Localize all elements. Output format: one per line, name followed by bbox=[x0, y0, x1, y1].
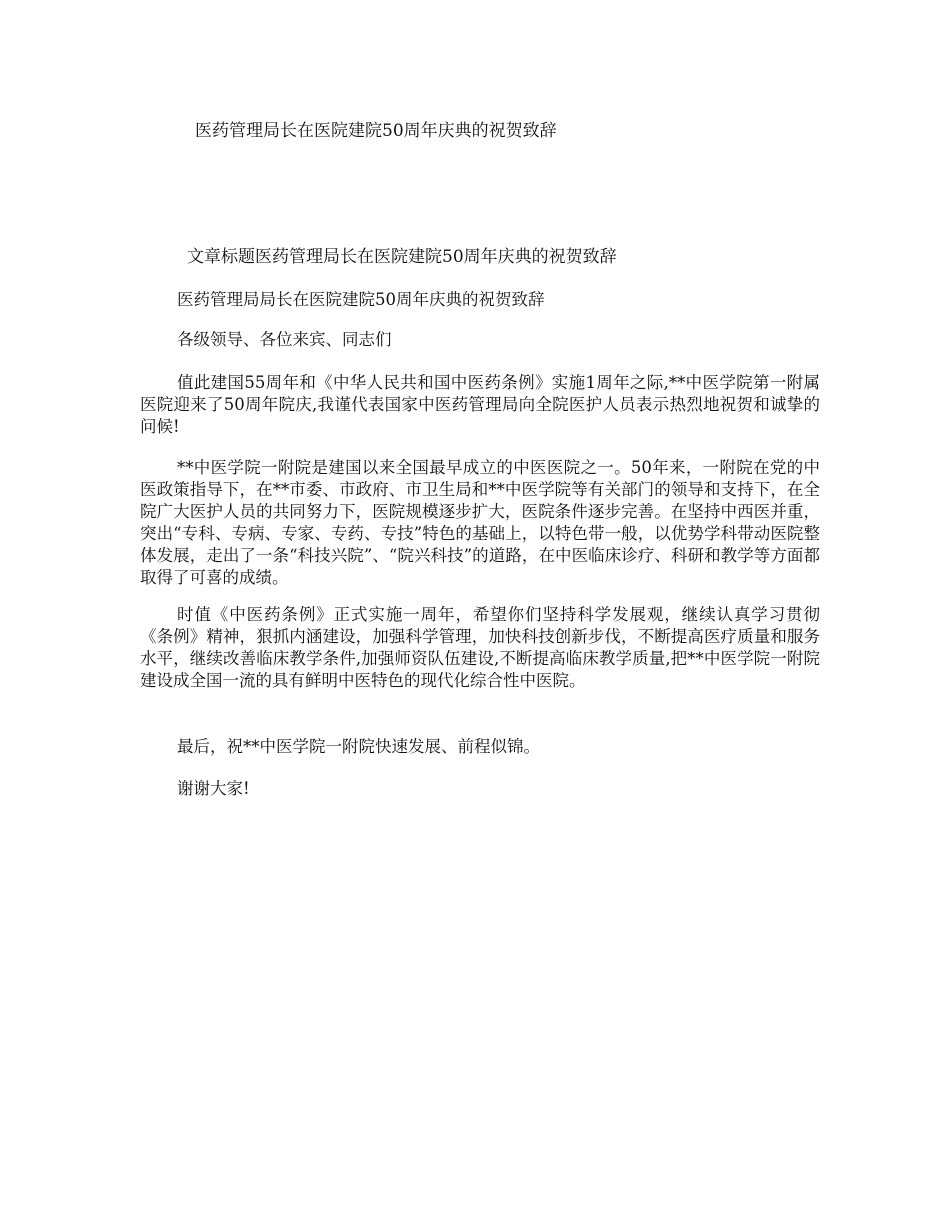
paragraph-2: **中医学院一附院是建国以来全国最早成立的中医医院之一。50年来，一附院在党的中医政策指导下，在**市委、市政府、市卫生局和**中医学院等有关部门的领导和支持下，在全院广大医护人员的共同努力下，医院规模逐步扩大，医院条件逐步完善。在坚持中西医并重，突出“专科、专病、专家、专药、专技”特色的基础上，以特色带一般，以优势学科带动医院整体发展，走出了一条“科技兴院”、“院兴科技”的道路，在中医临床诊疗、科研和教学等方面都取得了可喜的成绩。 bbox=[140, 458, 820, 587]
paragraph-1: 值此建国55周年和《中华人民共和国中医药条例》实施1周年之际,**中医学院第一附属医院迎来了50周年院庆,我谨代表国家中医药管理局向全院医护人员表示热烈地祝贺和诚挚的问候! bbox=[140, 373, 820, 436]
document-title: 医药管理局长在医院建院50周年庆典的祝贺致辞 bbox=[195, 121, 557, 141]
thanks-line: 谢谢大家! bbox=[177, 779, 250, 798]
paragraph-3: 时值《中医药条例》正式实施一周年，希望你们坚持科学发展观，继续认真学习贯彻《条例》精神，狠抓内涵建设，加强科学管理，加快科技创新步伐，不断提高医疗质量和服务水平，继续改善临床教学条件,加强师资队伍建设,不断提高临床教学质量,把**中医学院一附院建设成全国一流的具有鲜明中医特色的现代化综合性中医院。 bbox=[140, 605, 820, 690]
article-title: 文章标题医药管理局长在医院建院50周年庆典的祝贺致辞 bbox=[187, 247, 617, 267]
greeting: 各级领导、各位来宾、同志们 bbox=[177, 330, 392, 349]
closing-line: 最后，祝**中医学院一附院快速发展、前程似锦。 bbox=[177, 737, 540, 756]
speech-title: 医药管理局局长在医院建院50周年庆典的祝贺致辞 bbox=[177, 290, 545, 309]
